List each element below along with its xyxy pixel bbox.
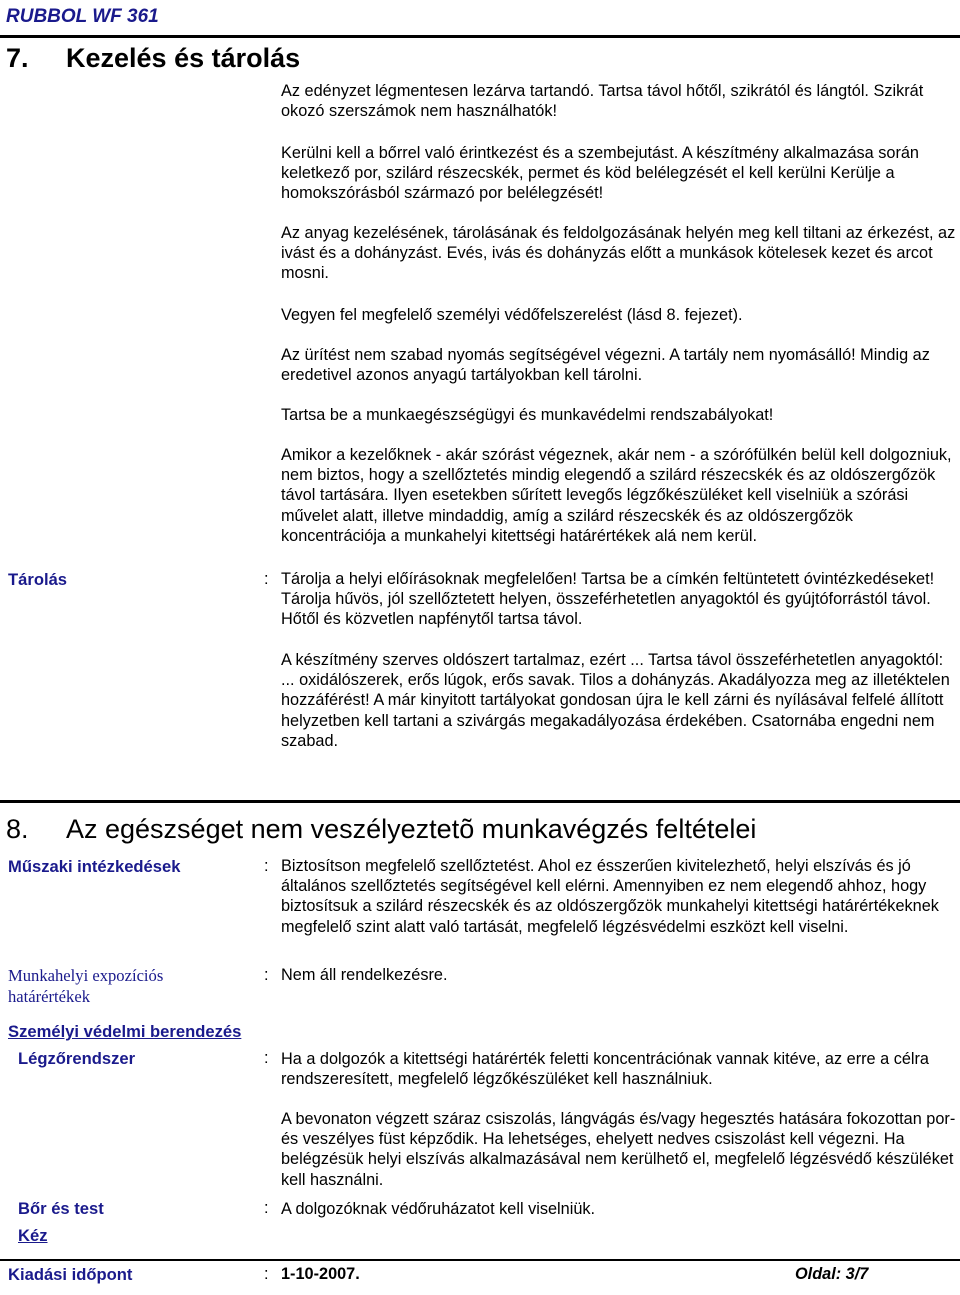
storage-paragraph-1: Tárolja a helyi előírásoknak megfelelően! Tartsa be a címkén feltüntetett óvintézkedéseket! Tárolja hűvös, jól szellőztetett helyen, összeférhetetlen anyagoktól és gyújtóforrástól távol. Hőtől és közvetlen napfénytől tartsa távol.	[281, 570, 935, 629]
skin-colon: :	[264, 1199, 269, 1217]
handling-paragraph-6: Tartsa be a munkaegészségügyi és munkavédelmi rendszabályokat!	[281, 406, 774, 424]
issue-date-colon: :	[264, 1265, 269, 1283]
section-7-number: 7.	[6, 43, 29, 73]
skin-body-text: A dolgozóknak védőruházatot kell viselniük.	[281, 1200, 596, 1218]
section-8-title	[6, 814, 756, 845]
hand-label: Kéz	[18, 1226, 48, 1245]
section-7-title	[6, 43, 300, 74]
header-rule	[0, 35, 960, 38]
storage-colon: :	[264, 570, 269, 588]
page-number: Oldal: 3/7	[795, 1265, 869, 1283]
handling-paragraph-4: Vegyen fel megfelelő személyi védőfelszerelést (lásd 8. fejezet).	[281, 306, 743, 324]
exposure-colon: :	[264, 966, 269, 984]
engineering-text: Biztosítson megfelelő szellőztetést. Ahol ez ésszerűen kivitelezhető, helyi elszívás és jó általános szellőztetés segítségével kell elérni. Amennyiben ez nem elegendő ahhoz, hogy biztosítsuk a szilárd részecskék és az oldószergőzök munkahelyi kitettségi határértékeknek megfelelő szint alatt való tartását, megfelelő légzésvédelmi eszközt kell viselni.	[281, 857, 939, 936]
respiratory-paragraph-2: A bevonaton végzett száraz csiszolás, lángvágás és/vagy hegesztés hatására fokozottan por- és veszélyes füst képződik. Ha lehetséges, ehelyett nedves csiszolást kell végezni. Ha belégzésük helyi elszívás alkalmazásával nem kerülhető el, megfelelő légzésvédő készüléket kell használni.	[281, 1110, 956, 1189]
respiratory-colon: :	[264, 1049, 269, 1067]
handling-paragraph-2: Kerülni kell a bőrrel való érintkezést és a szembejutást. A készítmény alkalmazása során keletkező por, szilárd részecskék, permet és köd belélegzését el kell kerülni Kerülje a homokszórásból származó por belélegzését!	[281, 144, 919, 203]
section-8-rule	[0, 800, 960, 803]
respiratory-label: Légzőrendszer	[18, 1049, 136, 1068]
engineering-measures-label: Műszaki intézkedések	[8, 857, 181, 876]
section-8-number: 8.	[6, 814, 29, 844]
document-title: RUBBOL WF 361	[6, 6, 159, 27]
exposure-limits-text: Nem áll rendelkezésre.	[281, 966, 448, 984]
skin-body-label: Bőr és test	[18, 1199, 104, 1218]
footer-rule	[0, 1259, 960, 1261]
section-8-title-text: Az egészséget nem veszélyeztetõ munkavégzés feltételei	[66, 814, 757, 844]
handling-paragraph-1: Az edényzet légmentesen lezárva tartandó. Tartsa távol hőtől, szikrától és lángtól. Szikrát okozó szerszámok nem használhatók!	[281, 82, 924, 121]
section-7-title-text: Kezelés és tárolás	[66, 43, 301, 73]
exposure-limits-label: Munkahelyi expozíciós határértékek	[8, 966, 164, 1006]
engineering-colon: :	[264, 857, 269, 875]
storage-label: Tárolás	[8, 570, 68, 589]
respiratory-paragraph-1: Ha a dolgozók a kitettségi határérték feletti koncentrációnak vannak kitéve, az erre a célra rendszeresített, megfelelő légzőkészüléket kell használniuk.	[281, 1050, 929, 1089]
storage-paragraph-2: A készítmény szerves oldószert tartalmaz, ezért ... Tartsa távol összeférhetetlen anyagoktól: ... oxidálószerek, erős lúgok, erős savak. Tilos a dohányzás. Akadályozza meg az illetéktelen hozzáférést! A már kinyitott tartályokat gondosan újra le kell zárni és nyílásával felfelé állított helyzetben kell tartani a szivárgás megakadályozása érdekében. Csatornába engedni nem szabad.	[281, 651, 950, 750]
ppe-label: Személyi védelmi berendezés	[8, 1022, 242, 1041]
handling-paragraph-3: Az anyag kezelésének, tárolásának és feldolgozásának helyén meg kell tiltani az érkezést, az ivást és a dohányzást. Evés, ivás és dohányzás előtt a munkások kötelesek kezet és arcot mosni.	[281, 224, 956, 283]
issue-date: 1-10-2007.	[281, 1265, 360, 1283]
issue-date-label: Kiadási időpont	[8, 1265, 133, 1284]
handling-paragraph-7: Amikor a kezelőknek - akár szórást végeznek, akár nem - a szórófülkén belül kell dolgozniuk, nem biztos, hogy a szellőztetés mindig elegendő a szilárd részecskék és az oldószergőzök távol tartására. Ilyen esetekben sűrített levegős légzőkészüléket kell viselniük a szórási művelet alatt, illetve mindaddig, amíg a szilárd részecskék és az oldószergőzök koncentrációja a munkahelyi kitettségi határértékek alá nem kerül.	[281, 446, 952, 545]
handling-paragraph-5: Az ürítést nem szabad nyomás segítségével végezni. A tartály nem nyomásálló! Mindig az eredetivel azonos anyagú tartályokban kell tárolni.	[281, 346, 930, 385]
